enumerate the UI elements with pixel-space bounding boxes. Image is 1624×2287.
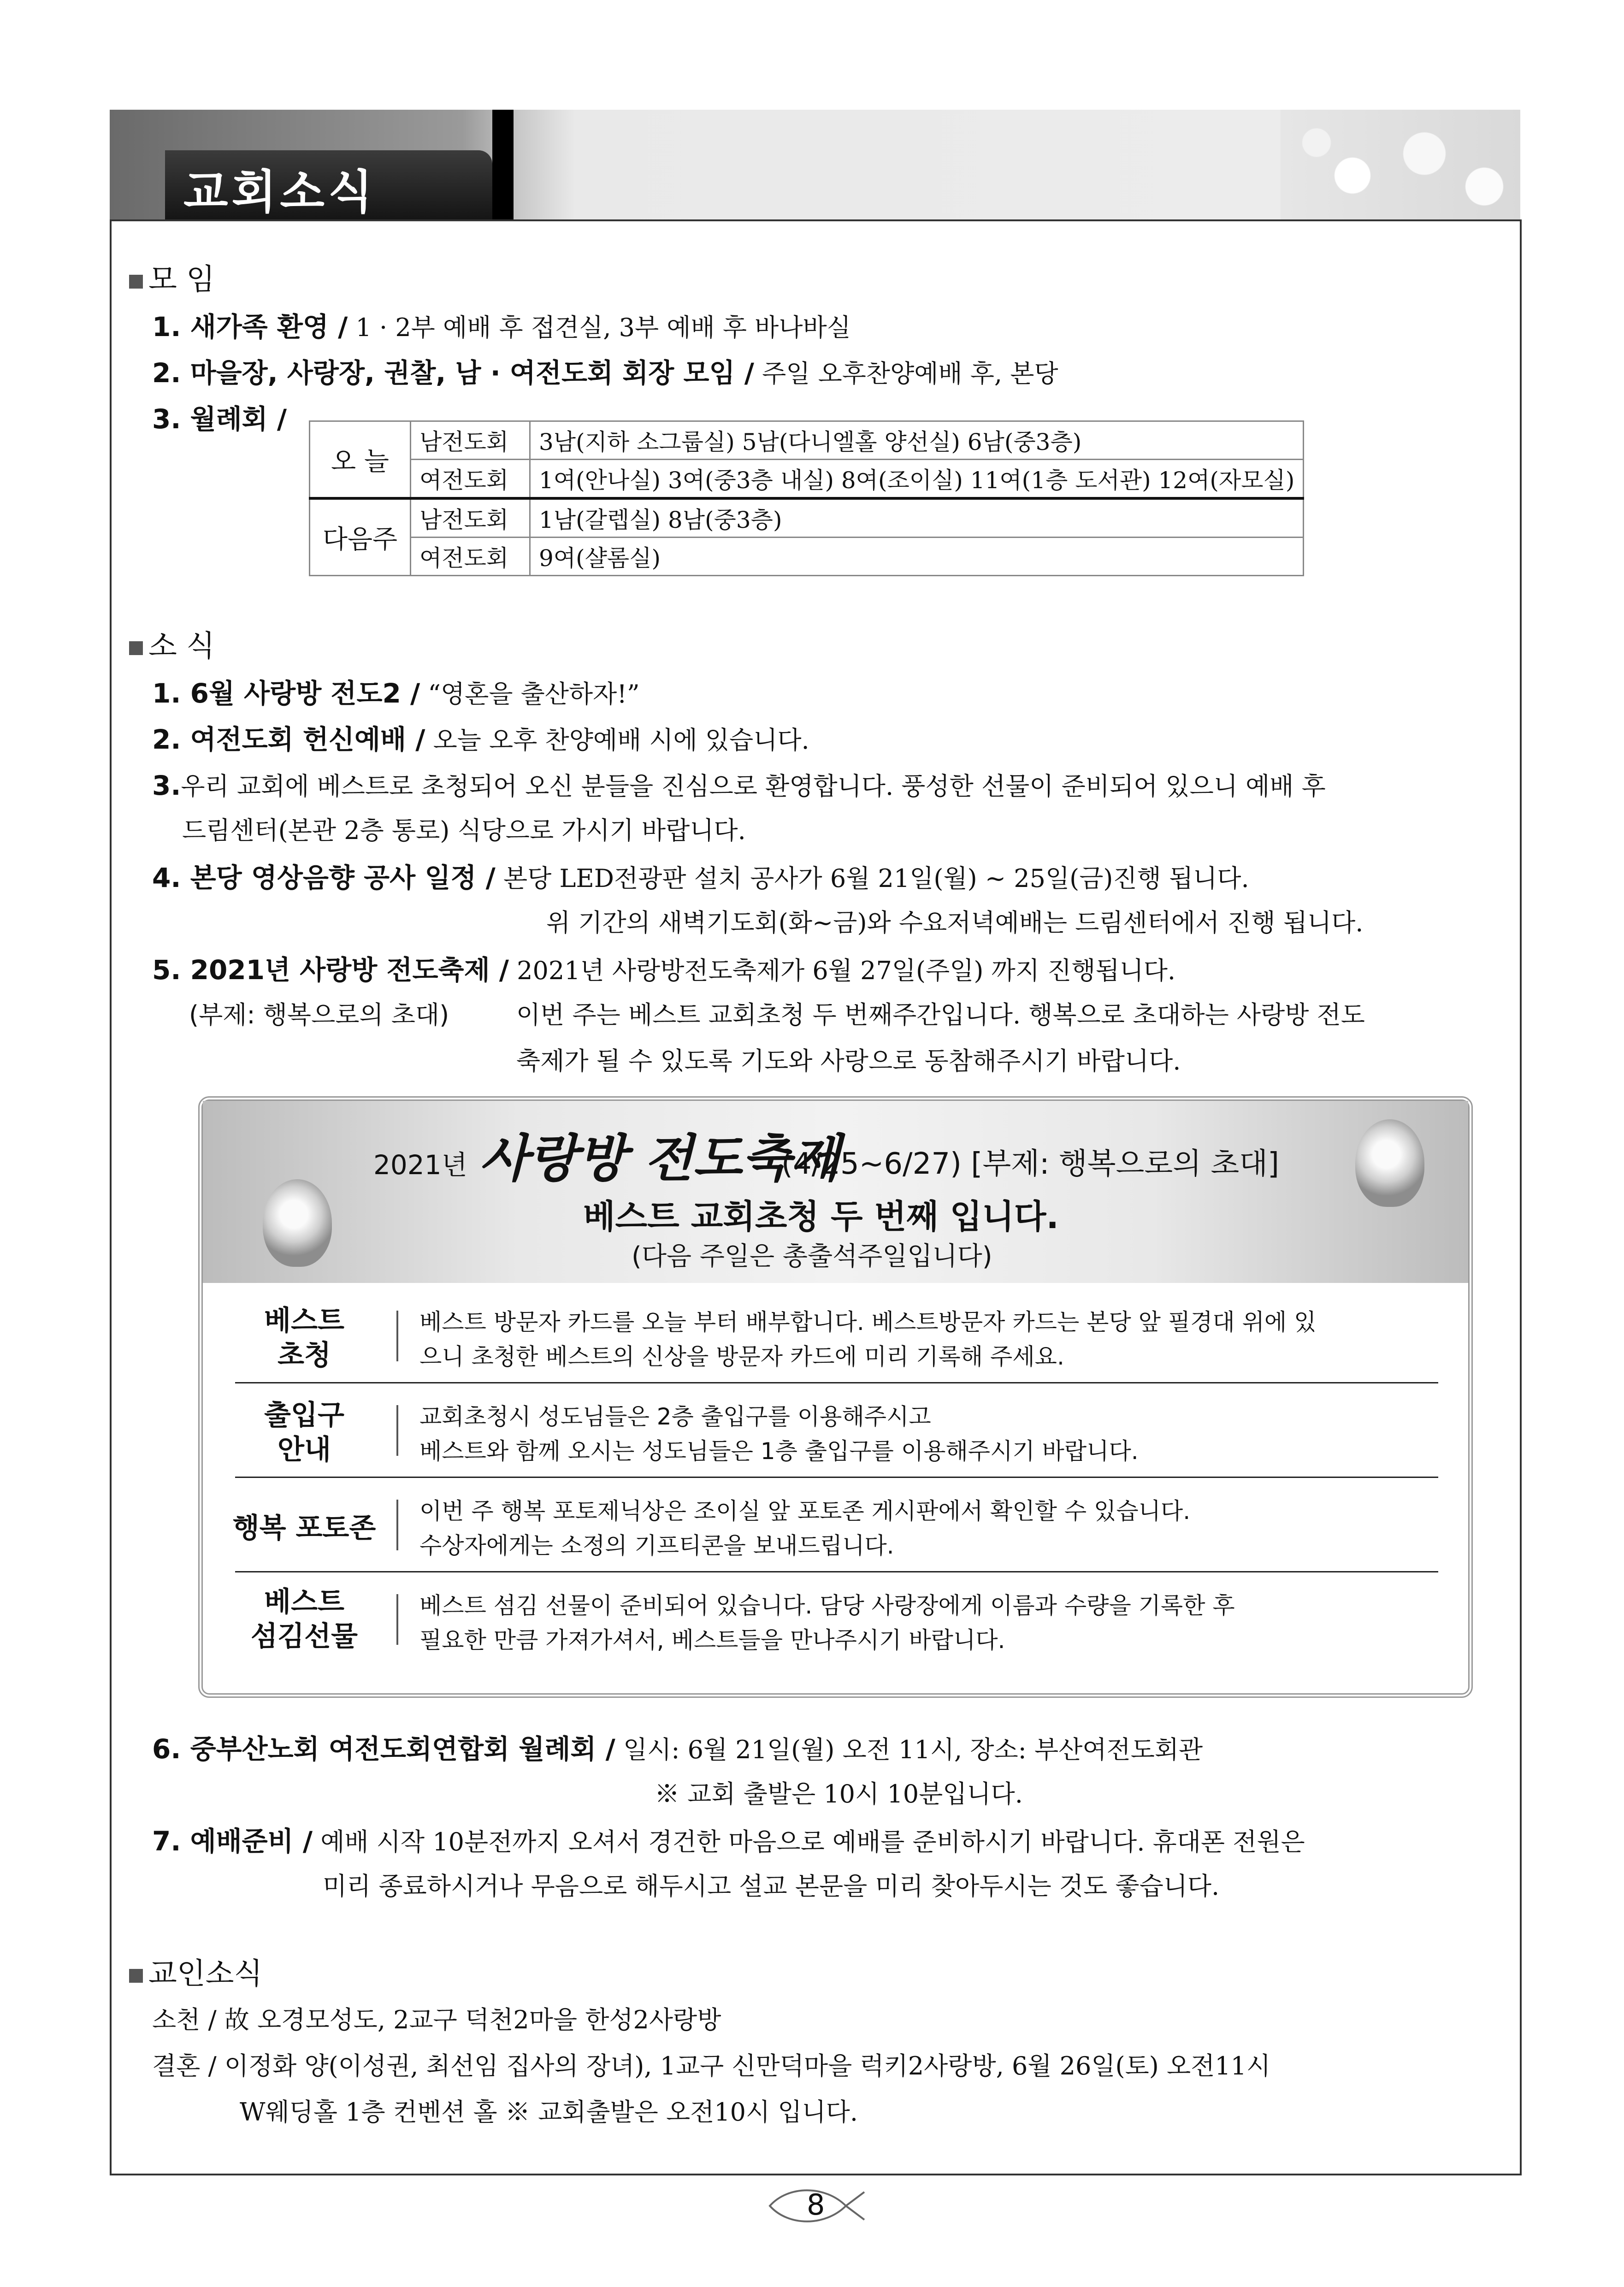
news-item-7-cont: 미리 종료하시거나 무음으로 해두시고 설교 본문을 미리 찾아두시는 것도 좋습니다.: [323, 1872, 1220, 1901]
news-item-6-cont: ※ 교회 출발은 10시 10분입니다.: [655, 1779, 1023, 1808]
news-item-4-cont: 위 기간의 새벽기도회(화~금)와 수요저녁예배는 드림센터에서 진행 됩니다.: [546, 908, 1364, 937]
festival-headline: 베스트 교회초청 두 번째 입니다.: [583, 1197, 1059, 1236]
row-separator: [396, 1405, 398, 1456]
entrance-guide-desc-1: 교회초청시 성도님들은 2층 출입구를 이용해주시고: [419, 1403, 931, 1430]
row-separator: [396, 1594, 398, 1645]
photo-zone-desc-1: 이번 주 행복 포토제닉상은 조이실 앞 포토존 게시판에서 확인할 수 있습니다.: [419, 1498, 1191, 1525]
festival-subline: (다음 주일은 총출석주일입니다): [632, 1241, 992, 1271]
news-item-6: 6. 중부산노회 여전도회연합회 월례회 / 일시: 6월 21일(월) 오전 11시, 장소: 부산여전도회관: [152, 1733, 1203, 1765]
table-row: [310, 498, 1304, 538]
news-item-3-cont: 드림센터(본관 2층 통로) 식당으로 가시기 바랍니다.: [182, 816, 746, 845]
members-line-2: 결혼 / 이정화 양(이성권, 최선임 집사의 장녀), 1교구 신만덕마을 럭키2사랑방, 6월 26일(토) 오전11시: [152, 2051, 1271, 2080]
rose-icon: [1355, 1119, 1424, 1207]
news-item-5: 5. 2021년 사랑방 전도축제 / 2021년 사랑방전도축제가 6월 27일(주일) 까지 진행됩니다.: [152, 954, 1176, 986]
page-title: 교회소식: [183, 165, 377, 219]
divider: [235, 1477, 1438, 1478]
news-item-5-subtitle: (부제: 행복으로의 초대): [189, 1000, 449, 1029]
header-divider: [492, 110, 514, 219]
page-header: [110, 110, 1520, 219]
table-row: [310, 538, 1304, 576]
best-invite-label: 베스트 초청: [264, 1305, 344, 1371]
section-heading-members: 교인소식: [129, 1959, 262, 1989]
society-cell: 남전도회: [411, 498, 530, 538]
news-item-5-cont: 이번 주는 베스트 교회초청 두 번째주간입니다. 행복으로 초대하는 사랑방 전도: [516, 1000, 1365, 1029]
festival-box: [198, 1096, 1473, 1698]
best-gift-desc-1: 베스트 섬김 선물이 준비되어 있습니다. 담당 사랑장에게 이름과 수량을 기록한 후: [419, 1592, 1235, 1619]
society-cell: 여전도회: [411, 460, 530, 499]
members-line-3: W웨딩홀 1층 컨벤션 홀 ※ 교회출발은 오전10시 입니다.: [240, 2098, 858, 2127]
best-gift-desc-2: 필요한 만큼 가져가셔서, 베스트들을 만나주시기 바랍니다.: [419, 1627, 1005, 1654]
rose-icon: [263, 1179, 332, 1267]
festival-period: (4/25~6/27) [부제: 행복으로의 초대]: [781, 1147, 1279, 1181]
news-item-1: 1. 6월 사랑방 전도2 / “영혼을 출산하자!”: [152, 678, 640, 709]
society-cell: 남전도회: [411, 421, 530, 460]
best-invite-desc-2: 으니 초청한 베스트의 신상을 방문자 카드에 미리 기록해 주세요.: [419, 1343, 1064, 1370]
square-bullet-icon: [129, 275, 143, 289]
meeting-item-1: 1. 새가족 환영 / 1 · 2부 예배 후 접견실, 3부 예배 후 바나바실: [152, 311, 851, 343]
divider: [235, 1382, 1438, 1383]
festival-year: 2021년: [373, 1149, 467, 1181]
news-item-2: 2. 여전도회 헌신예배 / 오늘 오후 찬양예배 시에 있습니다.: [152, 724, 809, 755]
festival-name: 사랑방 전도축제: [479, 1129, 840, 1188]
section-heading-meeting: 모 임: [129, 265, 215, 295]
section-heading-news: 소 식: [129, 632, 215, 661]
news-item-3: 3.우리 교회에 베스트로 초청되어 오신 분들을 진심으로 환영합니다. 풍성한 선물이 준비되어 있으니 예배 후: [152, 770, 1326, 801]
row-separator: [396, 1500, 398, 1550]
next-week-label: 다음주: [310, 498, 411, 576]
row-separator: [396, 1311, 398, 1361]
news-item-5-cont2: 축제가 될 수 있도록 기도와 사랑으로 동참해주시기 바랍니다.: [516, 1046, 1181, 1076]
news-item-7: 7. 예배준비 / 예배 시작 10분전까지 오셔서 경건한 마음으로 예배를 준비하시기 바랍니다. 휴대폰 전원은: [152, 1826, 1305, 1857]
photo-zone-label: 행복 포토존: [232, 1512, 376, 1544]
divider: [235, 1571, 1438, 1572]
best-gift-label: 베스트 섬김선물: [251, 1586, 358, 1653]
today-label: 오 늘: [310, 421, 411, 499]
entrance-guide-desc-2: 베스트와 함께 오시는 성도님들은 1층 출입구를 이용해주시기 바랍니다.: [419, 1438, 1139, 1465]
table-row: [310, 460, 1304, 499]
meeting-item-3: 3. 월례회 /: [152, 403, 287, 435]
detail-cell: 9여(샬롬실): [530, 538, 1304, 576]
table-row: [310, 421, 1304, 460]
news-item-4: 4. 본당 영상음향 공사 일정 / 본당 LED전광판 설치 공사가 6월 21일(월) ~ 25일(금)진행 됩니다.: [152, 862, 1249, 893]
page-number: [765, 2181, 867, 2231]
detail-cell: 1남(갈렙실) 8남(중3층): [530, 498, 1304, 538]
meeting-item-2: 2. 마을장, 사랑장, 권찰, 남 · 여전도회 회장 모임 / 주일 오후찬양예배 후, 본당: [152, 357, 1058, 389]
monthly-meeting-schedule: [309, 420, 1304, 576]
best-invite-desc-1: 베스트 방문자 카드를 오늘 부터 배부합니다. 베스트방문자 카드는 본당 앞 필경대 위에 있: [419, 1309, 1317, 1336]
flower-decoration-icon: [1281, 110, 1520, 219]
square-bullet-icon: [129, 641, 143, 655]
square-bullet-icon: [129, 1969, 143, 1983]
photo-zone-desc-2: 수상자에게는 소정의 기프티콘을 보내드립니다.: [419, 1532, 894, 1559]
detail-cell: 3남(지하 소그룹실) 5남(다니엘홀 양선실) 6남(중3층): [530, 421, 1304, 460]
festival-banner: [203, 1101, 1468, 1283]
detail-cell: 1여(안나실) 3여(중3층 내실) 8여(조이실) 11여(1층 도서관) 12여(자모실): [530, 460, 1304, 499]
society-cell: 여전도회: [411, 538, 530, 576]
page-number-text: 8: [807, 2188, 825, 2222]
members-line-1: 소천 / 故 오경모성도, 2교구 덕천2마을 한성2사랑방: [152, 2005, 721, 2034]
entrance-guide-label: 출입구 안내: [264, 1399, 344, 1466]
